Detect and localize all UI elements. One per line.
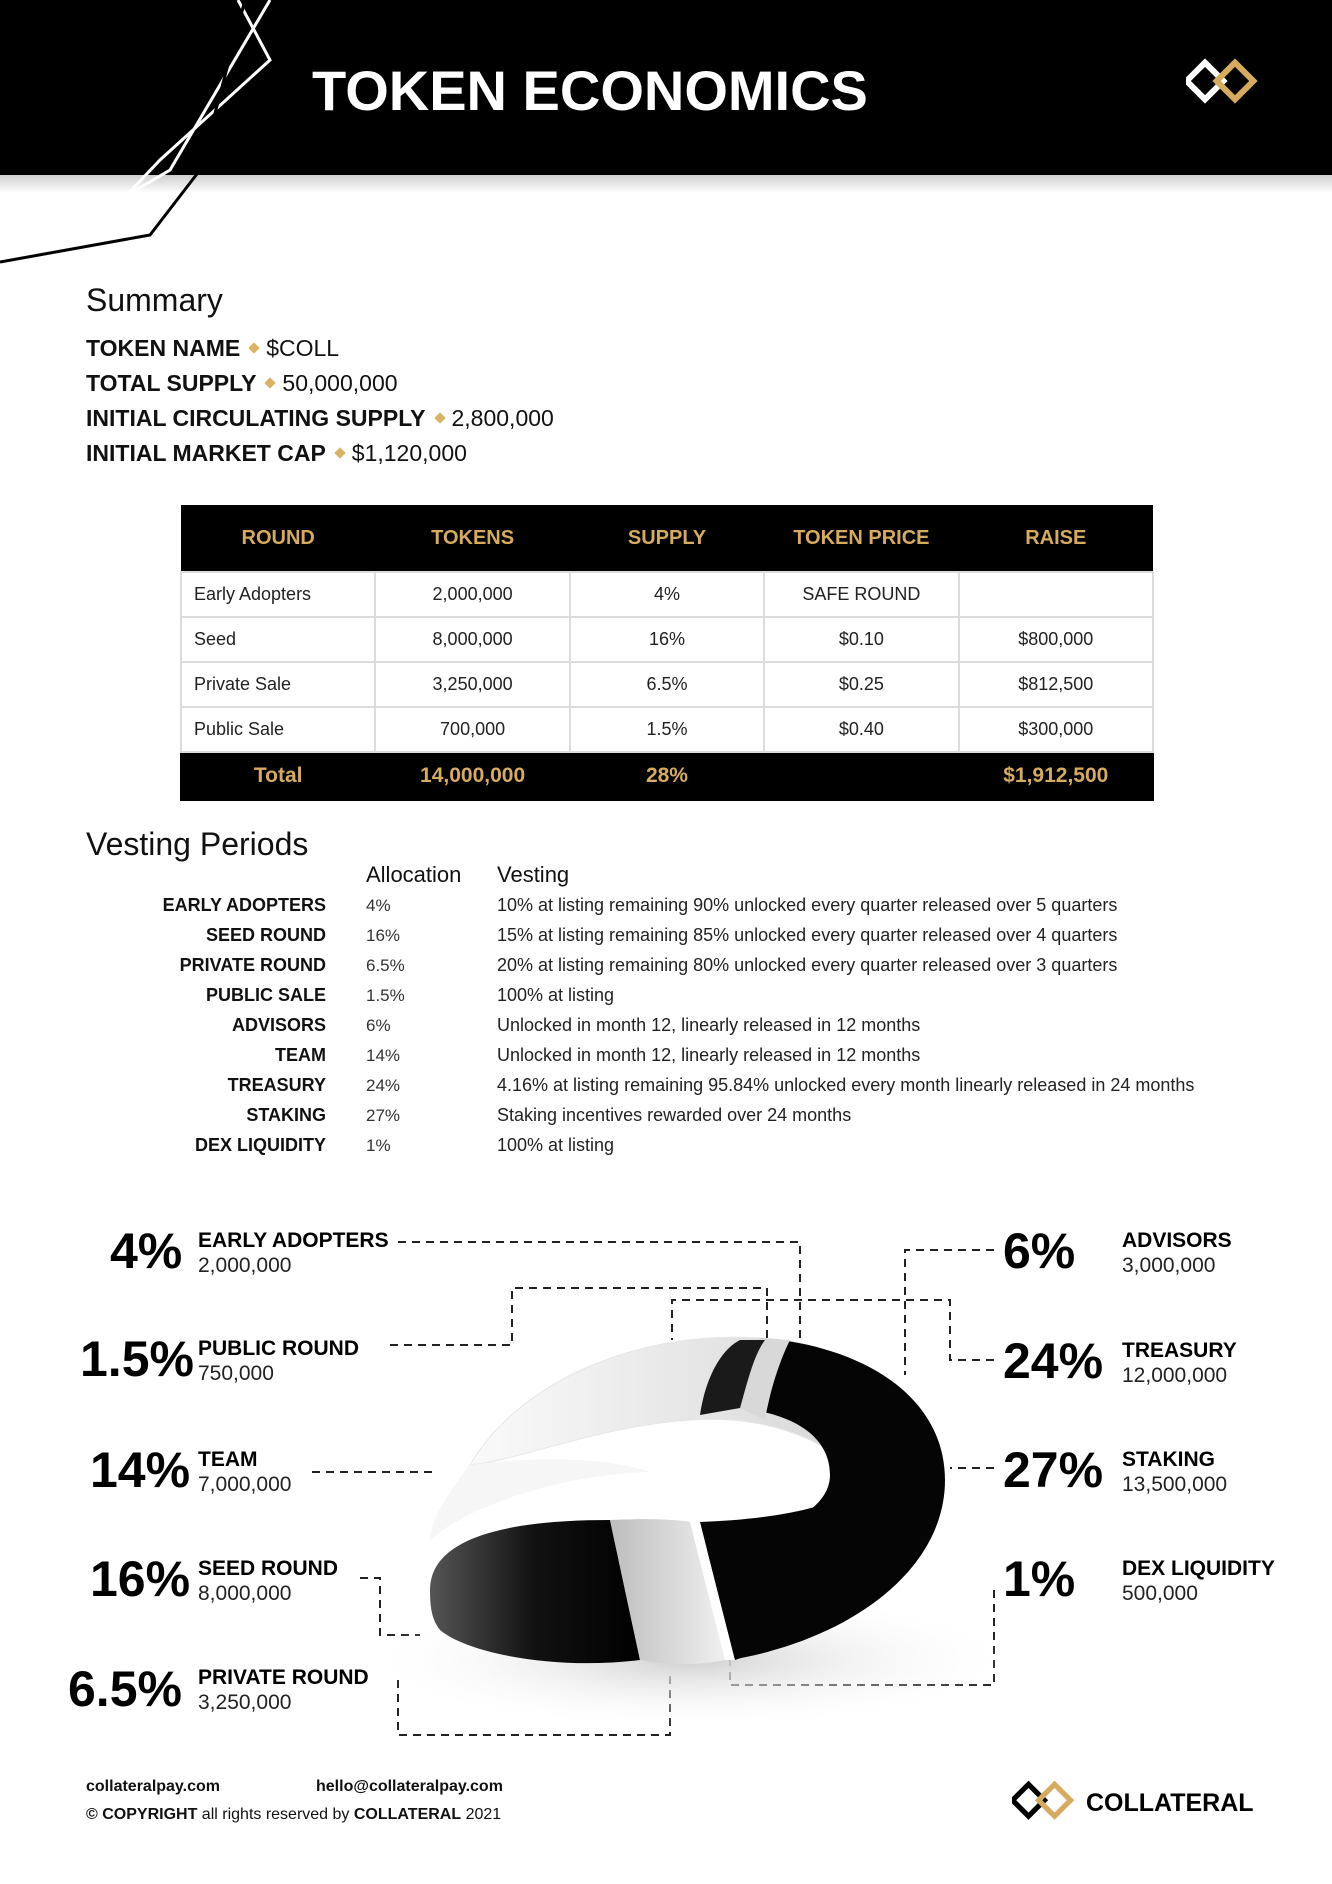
chart-label-staking: STAKING [1122, 1448, 1215, 1471]
vesting-row-name: TREASURY [227, 1075, 326, 1095]
table-cell: 6.5% [570, 662, 764, 707]
vesting-row-allocation: 6.5% [366, 956, 405, 975]
vesting-row-name: ADVISORS [231, 1015, 326, 1035]
summary-value: $COLL [266, 335, 340, 361]
vesting-row-allocation: 24% [366, 1076, 401, 1095]
table-cell: Seed [181, 617, 375, 662]
total-cell: 14,000,000 [375, 752, 569, 800]
column-header: ROUND [181, 505, 375, 572]
chart-amount-dex-liquidity: 500,000 [1122, 1582, 1198, 1605]
vesting-row-text: 15% at listing remaining 85% unlocked every quarter released over 4 quarters [497, 925, 1118, 945]
table-cell: Early Adopters [181, 572, 375, 617]
vesting-row-text: Unlocked in month 12, linearly released in 12 months [497, 1045, 921, 1065]
chart-label-advisors: ADVISORS [1122, 1229, 1232, 1252]
table-cell: 4% [570, 572, 764, 617]
chart-pct-staking: 27% [1003, 1442, 1104, 1498]
summary-key: TOKEN NAME [86, 335, 241, 361]
chart-pct-private-round: 6.5% [68, 1661, 182, 1717]
summary-token-name [86, 335, 339, 362]
chart-label-early-adopters: EARLY ADOPTERS [198, 1229, 389, 1252]
copyright-label: © COPYRIGHT [86, 1806, 198, 1823]
summary-total-supply [86, 370, 398, 397]
chart-label-treasury: TREASURY [1122, 1339, 1237, 1362]
column-header: RAISE [959, 505, 1153, 572]
chart-label-private-round: PRIVATE ROUND [198, 1666, 369, 1689]
chart-label-public-round: PUBLIC ROUND [198, 1337, 359, 1360]
summary-value: 50,000,000 [282, 370, 398, 396]
chart-amount-seed-round: 8,000,000 [198, 1582, 292, 1605]
vesting-row-allocation: 14% [366, 1046, 401, 1065]
chart-amount-staking: 13,500,000 [1122, 1473, 1228, 1496]
total-cell: 28% [570, 752, 764, 800]
vesting-allocation-header: Allocation [366, 862, 462, 887]
rounds-table [180, 505, 1154, 801]
table-cell: 16% [570, 617, 764, 662]
table-total-row [181, 752, 1153, 800]
footer-email-link[interactable]: hello@collateralpay.com [316, 1778, 503, 1795]
diamond-bullet-icon [334, 448, 345, 459]
total-cell: $1,912,500 [959, 752, 1153, 800]
vesting-row-text: 100% at listing [497, 985, 615, 1005]
vesting-row-allocation: 6% [366, 1016, 391, 1035]
total-cell: Total [181, 752, 375, 800]
total-cell [764, 752, 958, 800]
chart-pct-team: 14% [90, 1442, 191, 1498]
chart-amount-treasury: 12,000,000 [1122, 1364, 1228, 1387]
vesting-row-name: PRIVATE ROUND [179, 955, 326, 975]
vesting-row-allocation: 1.5% [366, 986, 405, 1005]
table-cell: 700,000 [375, 707, 569, 752]
table-cell: $812,500 [959, 662, 1153, 707]
summary-key: INITIAL CIRCULATING SUPPLY [86, 405, 426, 431]
chart-label-seed-round: SEED ROUND [198, 1557, 339, 1580]
vesting-row-name: SEED ROUND [205, 925, 326, 945]
summary-value: 2,800,000 [451, 405, 554, 431]
table-row [181, 617, 1153, 662]
chart-pct-dex-liquidity: 1% [1003, 1551, 1076, 1607]
summary-market-cap [86, 440, 467, 467]
vesting-vesting-header: Vesting [497, 862, 570, 887]
table-cell: $300,000 [959, 707, 1153, 752]
table-row [181, 572, 1153, 617]
chart-pct-treasury: 24% [1003, 1333, 1104, 1389]
vesting-row-allocation: 1% [366, 1136, 391, 1155]
footer-brand-name: COLLATERAL [1086, 1789, 1254, 1817]
header-line-decoration [0, 0, 300, 290]
column-header: TOKEN PRICE [764, 505, 958, 572]
vesting-row-name: STAKING [246, 1105, 326, 1125]
table-row [181, 707, 1153, 752]
table-cell: SAFE ROUND [764, 572, 958, 617]
chart-label-team: TEAM [198, 1448, 258, 1471]
table-cell: $0.10 [764, 617, 958, 662]
vesting-row-name: PUBLIC SALE [205, 985, 326, 1005]
vesting-row-text: 10% at listing remaining 90% unlocked every quarter released over 5 quarters [497, 895, 1118, 915]
page-title: TOKEN ECONOMICS [312, 59, 868, 122]
footer-copyright [86, 1806, 501, 1824]
vesting-row-name: DEX LIQUIDITY [194, 1135, 326, 1155]
vesting-row-text: 4.16% at listing remaining 95.84% unlocked every month linearly released in 24 months [497, 1075, 1195, 1095]
table-cell: $0.25 [764, 662, 958, 707]
summary-value: $1,120,000 [351, 440, 467, 466]
summary-circulating-supply [86, 405, 554, 432]
footer-website-link[interactable]: collateralpay.com [86, 1778, 220, 1795]
chart-pct-early-adopters: 4% [110, 1223, 183, 1279]
footer-logo-icon [1012, 1780, 1078, 1824]
collateral-logo-icon [1186, 58, 1262, 108]
vesting-row-text: 100% at listing [497, 1135, 615, 1155]
table-cell: $0.40 [764, 707, 958, 752]
vesting-row-text: 20% at listing remaining 80% unlocked every quarter released over 3 quarters [497, 955, 1118, 975]
column-header: SUPPLY [570, 505, 764, 572]
table-cell [959, 572, 1153, 617]
table-cell: 3,250,000 [375, 662, 569, 707]
copyright-text: all rights reserved by [197, 1806, 354, 1823]
chart-amount-team: 7,000,000 [198, 1473, 292, 1496]
summary-heading: Summary [86, 282, 223, 318]
chart-amount-advisors: 3,000,000 [1122, 1254, 1216, 1277]
diamond-bullet-icon [265, 378, 276, 389]
copyright-year: 2021 [461, 1806, 502, 1823]
table-cell: 1.5% [570, 707, 764, 752]
table-cell: Private Sale [181, 662, 375, 707]
table-cell: 8,000,000 [375, 617, 569, 662]
column-header: TOKENS [375, 505, 569, 572]
diamond-bullet-icon [249, 343, 260, 354]
table-cell: $800,000 [959, 617, 1153, 662]
diamond-bullet-icon [434, 413, 445, 424]
chart-amount-early-adopters: 2,000,000 [198, 1254, 292, 1277]
table-cell: 2,000,000 [375, 572, 569, 617]
vesting-heading: Vesting Periods [86, 826, 309, 862]
chart-pct-seed-round: 16% [90, 1551, 191, 1607]
table-cell: Public Sale [181, 707, 375, 752]
vesting-row-allocation: 4% [366, 896, 391, 915]
summary-key: TOTAL SUPPLY [86, 370, 257, 396]
copyright-brand: COLLATERAL [353, 1806, 462, 1823]
chart-label-dex-liquidity: DEX LIQUIDITY [1122, 1557, 1275, 1580]
table-header-row [181, 505, 1153, 572]
chart-amount-public-round: 750,000 [198, 1362, 274, 1385]
vesting-row-name: TEAM [275, 1045, 326, 1065]
vesting-row-text: Staking incentives rewarded over 24 months [497, 1105, 852, 1125]
chart-amount-private-round: 3,250,000 [198, 1691, 292, 1714]
vesting-row-allocation: 16% [366, 926, 401, 945]
chart-pct-public-round: 1.5% [80, 1331, 194, 1387]
vesting-row-name: EARLY ADOPTERS [162, 895, 326, 915]
summary-key: INITIAL MARKET CAP [86, 440, 326, 466]
table-row [181, 662, 1153, 707]
vesting-row-text: Unlocked in month 12, linearly released in 12 months [497, 1015, 921, 1035]
donut-slice-seed [430, 1520, 640, 1663]
vesting-row-allocation: 27% [366, 1106, 401, 1125]
chart-pct-advisors: 6% [1003, 1223, 1076, 1279]
